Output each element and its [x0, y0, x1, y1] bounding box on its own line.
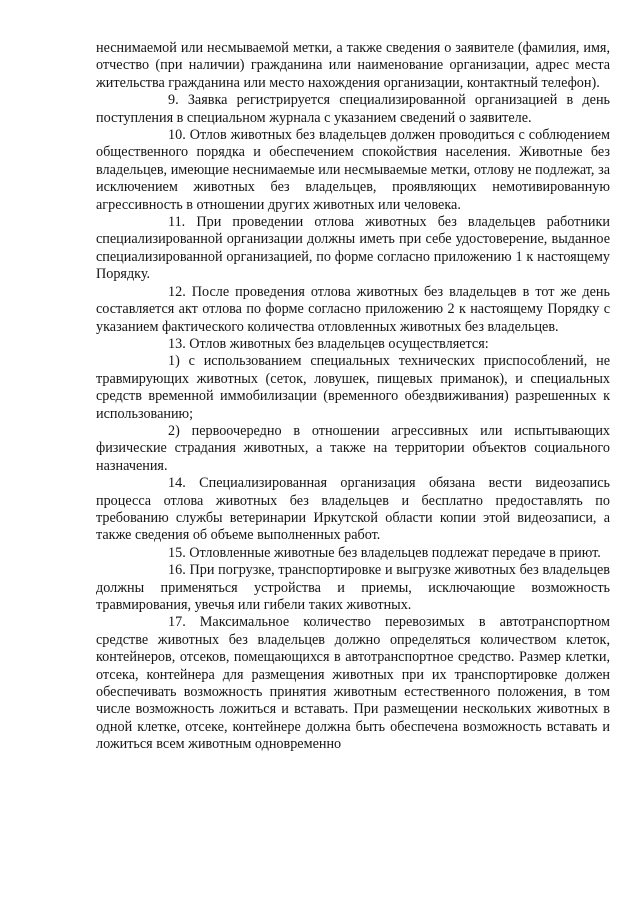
- paragraph-text: После проведения отлова животных без владельцев в тот же день составляется акт отлова по форме согласно приложению 2 к настоящему Порядку с указанием фактического количества отловленных животных без владельцев.: [96, 283, 610, 335]
- paragraph-number: 10.: [168, 127, 186, 144]
- paragraph-text: При погрузке, транспортировке и выгрузке животных без владельцев должны применяться устройства и приемы, исключающие возможность травмирования, увечья или гибели таких животных.: [96, 562, 611, 613]
- paragraph-13-item-2: [96, 423, 610, 475]
- paragraph-17: [96, 614, 610, 753]
- paragraph-10: [96, 127, 610, 214]
- paragraph-15: [96, 545, 610, 562]
- paragraph-11: [96, 214, 610, 284]
- paragraph-13-item-1: [96, 353, 610, 423]
- paragraph-number: 13.: [168, 335, 186, 352]
- paragraph-number: 15.: [168, 544, 186, 561]
- paragraph-text: Специализированная организация обязана вести видеозапись процесса отлова животных без владельцев и бесплатно предоставлять по требованию службы ветеринарии Иркутской области копии этой видеозаписи, а также сведения об объеме выполненных работ.: [96, 475, 611, 544]
- paragraph-number: 16.: [168, 562, 186, 579]
- paragraph-text: Отлов животных без владельцев осуществляется:: [189, 335, 489, 352]
- paragraph-9: [96, 92, 610, 127]
- document-page: [96, 40, 610, 754]
- paragraph-text: Максимальное количество перевозимых в автотранспортном средстве животных без владельцев должно определяться количеством клеток, контейнеров, отсеков, помещающихся в автотранспортное средство. Размер клетки, отсека, контейнера для размещения животных при их транспортировке должен обеспечивать возможность принятия животным естественного положения, в том числе возможность ложиться и вставать. При размещении нескольких животных в одной клетке, отсеке, контейнере должна быть обеспечена возможность вставать и ложиться всем животным одновременно: [96, 614, 610, 753]
- paragraph-16: [96, 562, 610, 614]
- paragraph-number: 12.: [168, 283, 186, 300]
- paragraph-text: первоочередно в отношении агрессивных или испытывающих физические страдания животных, а также на территории объектов социального назначения.: [96, 422, 611, 474]
- paragraph-number: 17.: [168, 614, 186, 631]
- paragraph-number: 11.: [168, 214, 186, 231]
- paragraph-14: [96, 475, 610, 545]
- paragraph-text: с использованием специальных технических приспособлений, не травмирующих животных (сеток, ловушек, пищевых приманок), и специальных средств временной иммобилизации (временного обездвиживания) разрешенных к использованию;: [96, 353, 610, 422]
- list-item-number: 1): [168, 353, 180, 370]
- paragraph-text: Отловленные животные без владельцев подлежат передаче в приют.: [189, 544, 601, 561]
- list-item-number: 2): [168, 422, 180, 439]
- paragraph-text: При проведении отлова животных без владельцев работники специализированной организации должны иметь при себе удостоверение, выданное специализированной организацией, по форме согласно приложению 1 к настоящему Порядку.: [96, 214, 610, 283]
- paragraph-text: неснимаемой или несмываемой метки, а также сведения о заявителе (фамилия, имя, отчество (при наличии) гражданина или наименование организации, адрес места жительства гражданина или место нахождения организации, контактный телефон).: [96, 40, 610, 91]
- paragraph-continuation: [96, 40, 610, 92]
- paragraph-number: 14.: [168, 475, 186, 492]
- paragraph-text: Заявка регистрируется специализированной организацией в день поступления в специальном журнала с указанием сведений о заявителе.: [96, 92, 611, 126]
- paragraph-text: Отлов животных без владельцев должен проводиться с соблюдением общественного порядка и обеспечением спокойствия населения. Животные без владельцев, имеющие неснимаемые или несмываемые метки, отлову не подлежат, за исключением животных без владельцев, проявляющих немотивированную агрессивность в отношении других животных или человека.: [96, 127, 610, 213]
- paragraph-number: 9.: [168, 92, 179, 109]
- paragraph-12: [96, 284, 610, 336]
- paragraph-13: [96, 336, 610, 353]
